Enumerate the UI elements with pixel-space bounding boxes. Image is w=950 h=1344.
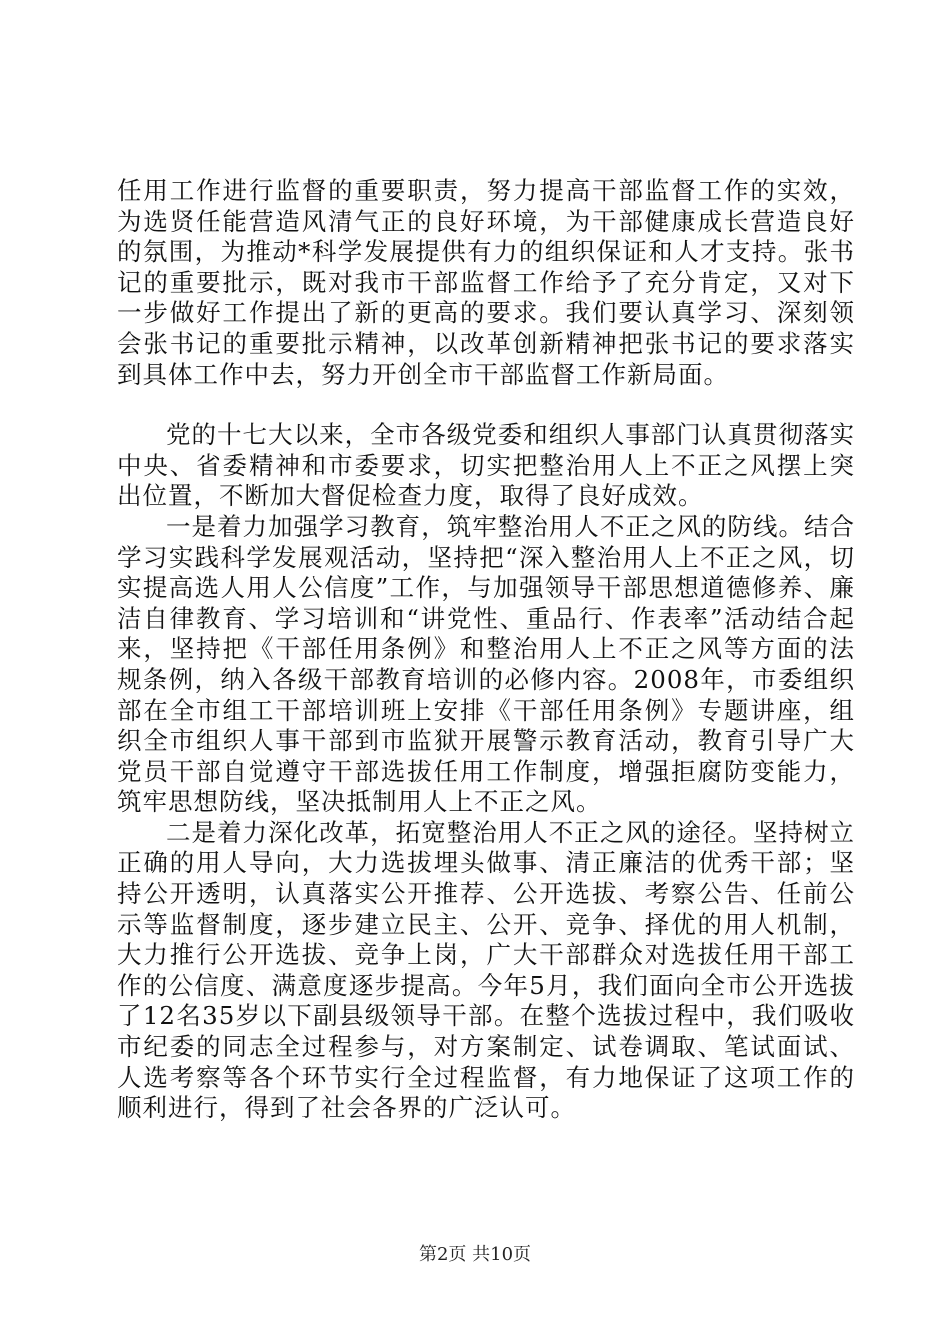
document-body xyxy=(117,176,855,1124)
paragraph-point-two: 二是着力深化改革，拓宽整治用人不正之风的途径。坚持树立正确的用人导向，大力选拔埋头做事、清正廉洁的优秀干部；坚持公开透明，认真落实公开推荐、公开选拔、考察公告、任前公示等监督制度，逐步建立民主、公开、竞争、择优的用人机制，大力推行公开选拔、竞争上岗，广大干部群众对选拔任用干部工作的公信度、满意度逐步提高。今年5月，我们面向全市公开选拔了12名35岁以下副县级领导干部。在整个选拔过程中，我们吸收市纪委的同志全过程参与，对方案制定、试卷调取、笔试面试、人选考察等各个环节实行全过程监督，有力地保证了这项工作的顺利进行，得到了社会各界的广泛认可。 xyxy=(117,817,855,1123)
page-footer xyxy=(0,1244,950,1266)
paragraph-continuation: 任用工作进行监督的重要职责，努力提高干部监督工作的实效，为选贤任能营造风清气正的良好环境，为干部健康成长营造良好的氛围，为推动*科学发展提供有力的组织保证和人才支持。张书记的重要批示，既对我市干部监督工作给予了充分肯定，又对下一步做好工作提出了新的更高的要求。我们要认真学习、深刻领会张书记的重要批示精神，以改革创新精神把张书记的要求落实到具体工作中去，努力开创全市干部监督工作新局面。 xyxy=(117,176,855,389)
paragraph-intro: 党的十七大以来，全市各级党委和组织人事部门认真贯彻落实中央、省委精神和市委要求，切实把整治用人上不正之风摆上突出位置，不断加大督促检查力度，取得了良好成效。 xyxy=(117,420,855,511)
page-number-label: 第2页 共10页 xyxy=(418,1244,532,1265)
paragraph-point-one: 一是着力加强学习教育，筑牢整治用人不正之风的防线。结合学习实践科学发展观活动，坚持把“深入整治用人上不正之风，切实提高选人用人公信度”工作，与加强领导干部思想道德修养、廉洁自律教育、学习培训和“讲党性、重品行、作表率”活动结合起来，坚持把《干部任用条例》和整治用人上不正之风等方面的法规条例，纳入各级干部教育培训的必修内容。2008年，市委组织部在全市组工干部培训班上安排《干部任用条例》专题讲座，组织全市组织人事干部到市监狱开展警示教育活动，教育引导广大党员干部自觉遵守干部选拔任用工作制度，增强拒腐防变能力，筑牢思想防线，坚决抵制用人上不正之风。 xyxy=(117,511,855,817)
